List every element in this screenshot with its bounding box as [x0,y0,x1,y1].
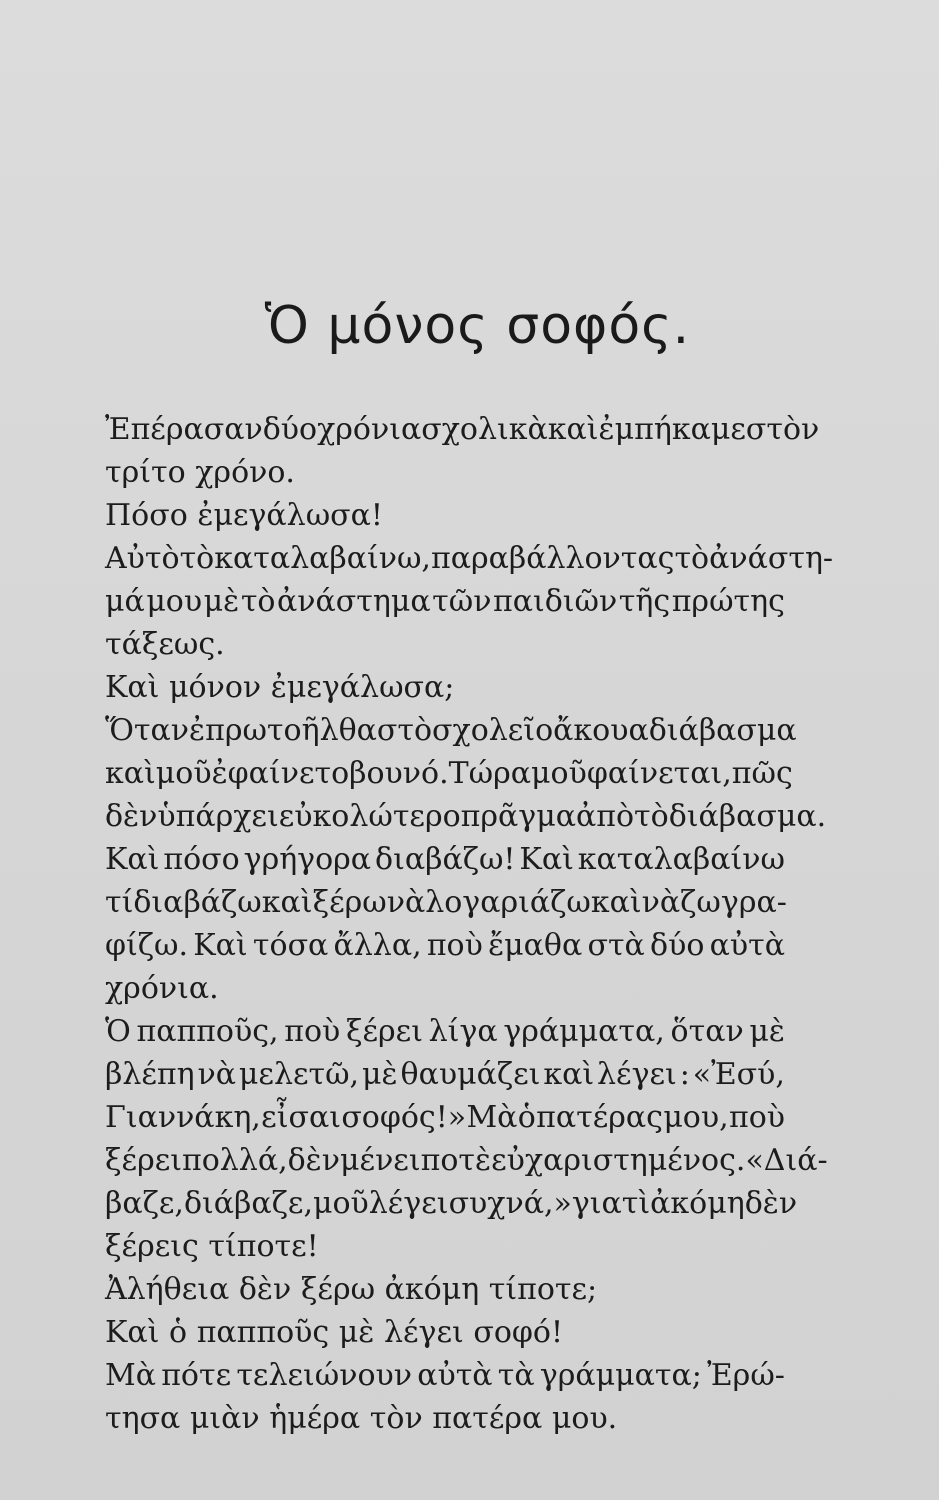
text-line: φίζω. Καὶ τόσα ἄλλα, ποὺ ἔμαθα στὰ δύο αὐτὰ [105,928,785,963]
body-text [105,408,834,1440]
text-line: δὲν ὑπάρχει εὐκολώτερο πρᾶγμα ἀπὸ τὸ διάβασμα. [105,799,827,834]
text-line: Ὁ παπποῦς, ποὺ ξέρει λίγα γράμματα, ὅταν μὲ [105,1014,785,1049]
text-line: Καὶ ὁ παπποῦς μὲ λέγει σοφό! [105,1315,564,1350]
text-line: τάξεως. [105,627,225,662]
text-line: Ἀλήθεια δὲν ξέρω ἀκόμη τίποτε; [105,1272,598,1307]
text-line: Μὰ πότε τελειώνουν αὐτὰ τὰ γράμματα; Ἐρώ- [105,1358,785,1393]
text-line: βαζε, διάβαζε, μοῦ λέγει συχνά,» γιατὶ ἀκόμη δὲν [105,1186,798,1221]
text-line: χρόνια. [105,971,219,1006]
text-line: Καὶ πόσο γρήγορα διαβάζω! Καὶ καταλαβαίνω [105,842,785,877]
text-line: ξέρεις τίποτε! [105,1229,319,1264]
text-line: Γιαννάκη, εἶσαι σοφός!» Μὰ ὁ πατέρας μου, ποὺ [105,1100,785,1135]
text-line: Ὅταν ἐπρωτοῆλθα στὸ σχολεῖο ἄκουα διάβασμα [105,713,797,748]
text-line: τρίτο χρόνο. [105,455,295,490]
text-line: Ἐπέρασαν δύο χρόνια σχολικὰ καὶ ἐμπήκαμε στὸν [105,412,820,447]
text-line: βλέπη νὰ μελετῶ, μὲ θαυμάζει καὶ λέγει : «Ἐσύ, [105,1057,785,1092]
text-line: Καὶ μόνον ἐμεγάλωσα; [105,670,455,705]
text-line: μά μου μὲ τὸ ἀνάστημα τῶν παιδιῶν τῆς πρώτης [105,584,785,619]
text-line: τί διαβάζω καὶ ξέρω νὰ λογαριάζω καὶ νὰ ζωγρα- [105,885,787,920]
chapter-title: Ὁ μόνος σοφός. [264,296,691,356]
text-line: ξέρει πολλά, δὲν μένει ποτὲ εὐχαριστημένος. «Διά- [105,1143,828,1178]
text-line: Πόσο ἐμεγάλωσα! [105,498,383,533]
text-line: καὶ μοῦ ἐφαίνετο βουνό. Τώρα μοῦ φαίνεται, πῶς [105,756,793,791]
text-line: τησα μιὰν ἡμέρα τὸν πατέρα μου. [105,1401,618,1436]
text-line: Αὐτὸ τὸ καταλαβαίνω, παραβάλλοντας τὸ ἀνάστη- [105,541,834,576]
